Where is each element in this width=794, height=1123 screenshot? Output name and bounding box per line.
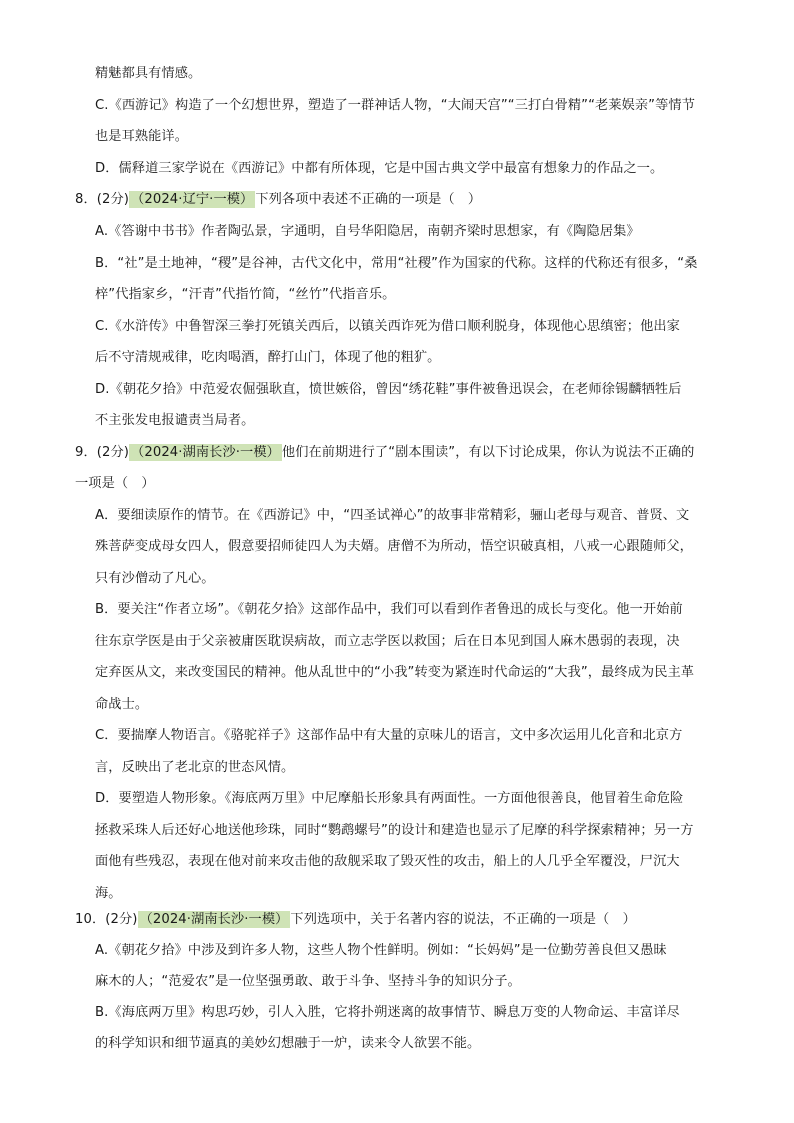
text-span: A.《朝花夕拾》中涉及到许多人物，这些人物个性鲜明。例如：“长妈妈”是一位勤劳善良但又愚昧 [95,943,667,958]
text-span: D．要塑造人物形象。《海底两万里》中尼摩船长形象具有两面性。一方面他很善良，他冒着生命危险 [95,791,684,806]
text-span: 定弃医从文，来改变国民的精神。他从乱世中的“小我”转变为紧连时代命运的“大我”，最终成为民主革 [95,665,695,680]
text-span: 不主张发电报谴责当局者。 [95,413,255,428]
q10-option-a-cont [0,966,794,997]
q9-option-d-cont2 [0,846,794,877]
text-span: 后不守清规戒律，吃肉喝酒，醉打山门，体现了他的粗犷。 [95,350,441,365]
q7-option-d [0,153,794,184]
q9-stem [0,437,794,468]
q9-option-c [0,720,794,751]
text-span: 梓”代指家乡，“汗青”代指竹简，“丝竹”代指音乐。 [95,287,396,302]
text-span: D.《朝花夕拾》中范爱农倔强耿直，愤世嫉俗，曾因“绣花鞋”事件被鲁迅误会，在老师徐锡麟牺牲后 [95,382,682,397]
q7-continuation [0,58,794,89]
text-span: 下列选项中，关于名著内容的说法，不正确的一项是（ ） [290,912,636,927]
q8-option-d [0,374,794,405]
q8-option-d-cont [0,405,794,436]
text-span: A.《答谢中书书》作者陶弘景，字通明，自号华阳隐居，南朝齐梁时思想家，有《陶隐居集》 [95,224,640,239]
q9-option-d-cont1 [0,815,794,846]
q10-stem [0,904,794,935]
text-span: C.《水浒传》中鲁智深三拳打死镇关西后，以镇关西诈死为借口顺利脱身，体现他心思缜密；他出家 [95,319,680,334]
q10-option-a [0,935,794,966]
q7-option-c-cont [0,121,794,152]
text-span: 往东京学医是由于父亲被庸医耽误病故，而立志学医以救国；后在日本见到国人麻木愚弱的表现，决 [95,634,680,649]
q9-option-a [0,500,794,531]
text-span: 拯救采珠人后还好心地送他珍珠，同时“鹦鹉螺号”的设计和建造也显示了尼摩的科学探索精神；另一方 [95,823,694,838]
text-span: 一项是（ ） [75,476,155,491]
text-span: 面他有些残忍，表现在他对前来攻击他的敌舰采取了毁灭性的攻击，船上的人几乎全军覆没，尸沉大 [95,854,680,869]
q8-number: 8．(2分) [75,192,130,207]
text-span: 的科学知识和细节逼真的美妙幻想融于一炉，读来令人欲罢不能。 [95,1036,481,1051]
q10-number: 10．(2分) [75,912,138,927]
text-span: 麻木的人；“范爱农”是一位坚强勇敢、敢于斗争、坚持斗争的知识分子。 [95,974,521,989]
text-span: C．要揣摩人物语言。《骆驼祥子》这部作品中有大量的京味儿的语言，文中多次运用儿化音和北京方 [95,728,683,743]
q10-option-b [0,997,794,1028]
q8-option-b-cont [0,279,794,310]
q10-source-tag: （2024·湖南长沙·一模） [139,912,289,927]
q8-option-b [0,248,794,279]
q9-option-b-cont2 [0,657,794,688]
q9-option-a-cont1 [0,531,794,562]
q8-option-a [0,216,794,247]
text-span: B.《海底两万里》构思巧妙，引人入胜，它将扑朔迷离的故事情节、瞬息万变的人物命运、丰富详尽 [95,1005,680,1020]
text-span: B．要关注“作者立场”。《朝花夕拾》这部作品中，我们可以看到作者鲁迅的成长与变化。他一开始前 [95,602,683,617]
q8-source-tag: （2024·辽宁·一模） [131,192,254,207]
text-span: 下列各项中表述不正确的一项是（ ） [255,192,482,207]
text-span: 也是耳熟能详。 [95,129,189,144]
text-span: 命战士。 [95,697,149,712]
text-span: 精魅都具有情感。 [95,66,202,81]
text-span: C.《西游记》构造了一个幻想世界，塑造了一群神话人物，“大闹天宫”“三打白骨精”“老莱娱亲”等情节 [95,98,695,113]
q9-source-tag: （2024·湖南长沙·一模） [131,445,280,460]
q9-number: 9．(2分) [75,445,130,460]
text-span: 他们在前期进行了“剧本围读”，有以下讨论成果，你认为说法不正确的 [281,445,695,460]
text-span: A．要细读原作的情节。在《西游记》中，“四圣试禅心”的故事非常精彩，骊山老母与观音、普贤、文 [95,508,690,523]
text-span: B．“社”是土地神，“稷”是谷神，古代文化中，常用“社稷”作为国家的代称。这样的代称还有很多，“桑 [95,256,698,271]
text-span: 只有沙僧动了凡心。 [95,571,215,586]
text-span: 殊菩萨变成母女四人，假意要招师徒四人为夫婿。唐僧不为所动，悟空识破真相，八戒一心跟随师父， [95,539,693,554]
q9-option-d [0,783,794,814]
q9-option-b-cont1 [0,626,794,657]
q8-option-c-cont [0,342,794,373]
text-span: 海。 [95,886,122,901]
q8-stem [0,184,794,215]
q9-option-b-cont3 [0,689,794,720]
q7-option-c [0,90,794,121]
q9-stem-cont [0,468,794,499]
q10-option-b-cont [0,1028,794,1059]
q9-option-b [0,594,794,625]
text-span: 言，反映出了老北京的世态风情。 [95,760,295,775]
q8-option-c [0,311,794,342]
q9-option-a-cont2 [0,563,794,594]
q9-option-c-cont [0,752,794,783]
text-span: D．儒释道三家学说在《西游记》中都有所体现，它是中国古典文学中最富有想象力的作品之一。 [95,161,664,176]
